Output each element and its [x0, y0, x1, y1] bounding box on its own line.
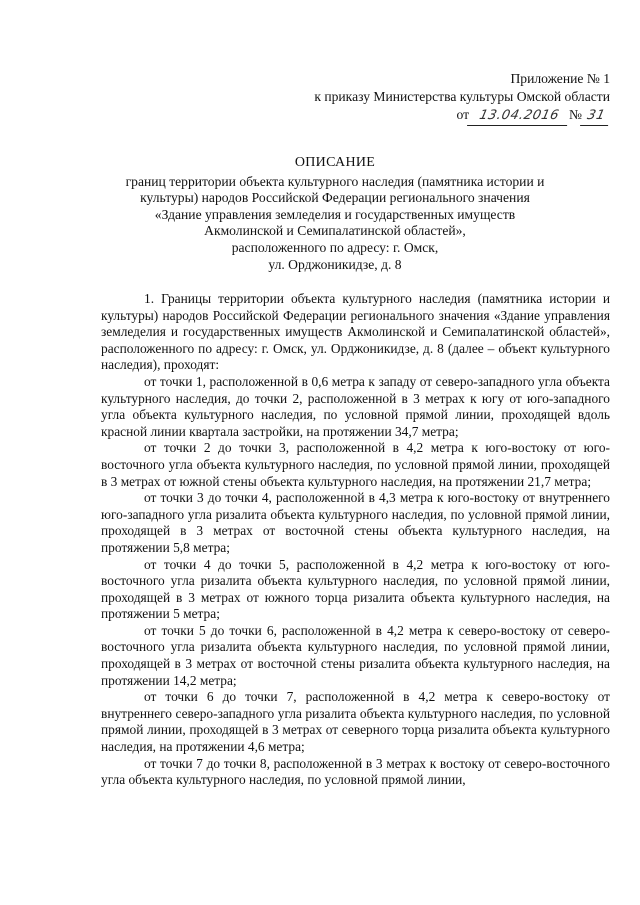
- body-paragraph: от точки 7 до точки 8, расположенной в 3 метрах к востоку от северо-восточного угла объекта культурного наследия, по условной прямой линии,: [101, 755, 610, 788]
- body-paragraph: от точки 5 до точки 6, расположенной в 4,2 метра к северо-востоку от северо-восточного угла ризалита объекта культурного наследия, по условной прямой линии, проходящей в 3 метрах от восточной стены ризалита объекта культурного наследия, на протяжении 14,2 метра;: [101, 622, 610, 688]
- body-paragraph: от точки 4 до точки 5, расположенной в 4,2 метра к юго-востоку от юго-восточного угла ризалита объекта культурного наследия, по условной прямой линии, проходящей в 3 метрах от южного торца ризалита объекта культурного наследия, на протяжении 5 метра;: [101, 556, 610, 622]
- order-date-line: [314, 106, 610, 126]
- title-line: границ территории объекта культурного наследия (памятника истории и: [125, 173, 545, 189]
- order-number-sign: №: [569, 107, 582, 122]
- title-line: Акмолинской и Семипалатинской областей»,: [204, 223, 466, 239]
- body-paragraph: от точки 2 до точки 3, расположенной в 4,2 метра к юго-востоку от юго-восточного угла объекта культурного наследия, по условной прямой линии, проходящей в 3 метрах от южной стены объекта культурного наследия, на протяжении 21,7 метра;: [101, 440, 610, 489]
- appendix-header: [314, 70, 610, 126]
- body-paragraph: 1. Границы территории объекта культурного наследия (памятника истории и культуры) народов Российской Федерации регионального значения «Здание управления земледелия и государственных имуществ Акмолинской и Семипалатинской областей», расположенного по адресу: г. Омск, ул. Орджоникидзе, д. 8 (далее – объект культурного наследия), проходят:: [101, 291, 610, 373]
- handwritten-date: 13.04.2016: [467, 107, 571, 126]
- order-date-prefix: от: [456, 107, 470, 122]
- handwritten-number: 31: [580, 107, 612, 126]
- appendix-number: Приложение № 1: [510, 71, 610, 86]
- title-line: культуры) народов Российской Федерации регионального значения: [140, 190, 530, 206]
- document-body: [101, 291, 610, 789]
- title-heading: ОПИСАНИЕ: [294, 155, 376, 170]
- order-reference: к приказу Министерства культуры Омской области: [314, 89, 610, 104]
- body-paragraph: от точки 1, расположенной в 0,6 метра к западу от северо-западного угла объекта культурного наследия, до точки 2, расположенной в 3 метрах к югу от юго-западного угла объекта культурного наследия, по условной прямой линии, проходящей вдоль красной линии квартала застройки, на протяжении 34,7 метра;: [101, 373, 610, 439]
- document-title: [60, 155, 610, 273]
- title-line: «Здание управления земледелия и государственных имуществ: [154, 206, 516, 222]
- body-paragraph: от точки 3 до точки 4, расположенной в 4,3 метра к юго-востоку от внутреннего юго-западного угла ризалита объекта культурного наследия, по условной прямой линии, проходящей в 3 метрах от восточной стены объекта культурного наследия, на протяжении 5,8 метра;: [101, 490, 610, 555]
- body-paragraph: от точки 6 до точки 7, расположенной в 4,2 метра к северо-востоку от внутреннего северо-западного угла ризалита объекта культурного наследия, по условной прямой линии, проходящей в 3 метрах от северного торца ризалита объекта культурного наследия, на протяжении 4,6 метра;: [101, 689, 610, 755]
- title-line: ул. Орджоникидзе, д. 8: [268, 256, 402, 272]
- title-line: расположенного по адресу: г. Омск,: [231, 239, 439, 255]
